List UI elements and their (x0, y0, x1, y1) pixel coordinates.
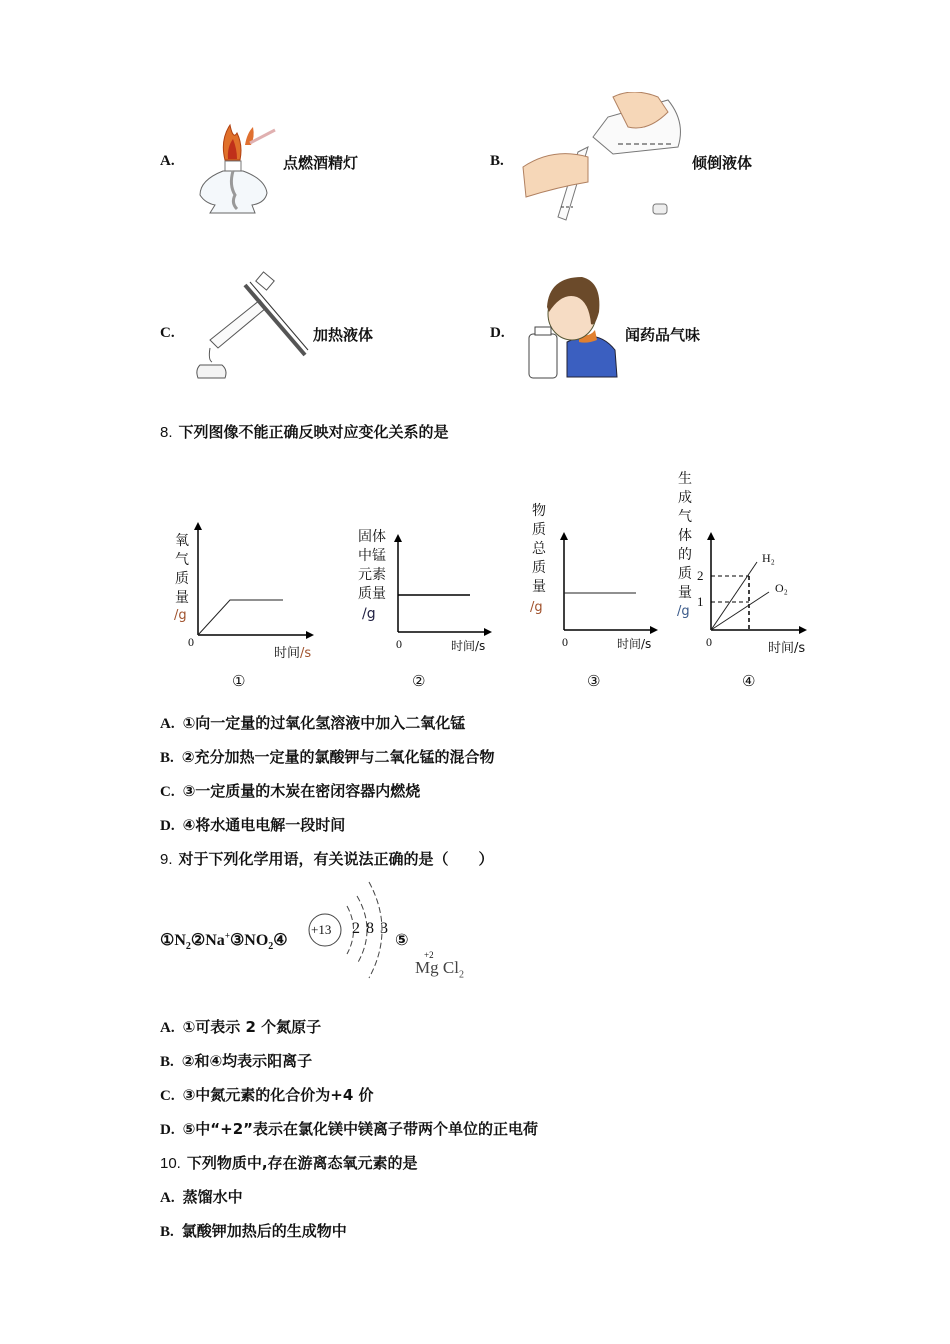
option-caption: 闻药品气味 (625, 326, 701, 344)
y-axis-unit: /g (174, 608, 187, 623)
graph-number: ③ (587, 672, 601, 690)
y-axis-unit: /g (677, 604, 690, 619)
x-axis-label: 时间/s (768, 641, 806, 656)
origin-label: 0 (396, 637, 402, 651)
origin-label: 0 (188, 635, 194, 649)
y-axis-label: 氧气质量 (175, 533, 189, 606)
origin-label: 0 (706, 635, 712, 649)
option-label: B. (490, 153, 504, 169)
question-text: 下列物质中,存在游离态氧元素的是 (186, 1154, 418, 1172)
y-axis-unit: /g (530, 600, 543, 615)
symbol-1: $①N_2②Na^+③NO_2④$ (160, 930, 288, 953)
mgcl2-formula: Mg $Cl_2$ (415, 958, 464, 981)
option-label: C. (160, 325, 175, 341)
graph-2-plot (392, 530, 497, 640)
y-axis-label: 生成气体的质量 (678, 471, 692, 601)
q10-option-a: A. 蒸馏水中 (160, 1188, 243, 1206)
nucleus-charge: +13 (311, 922, 332, 937)
y-tick-1: 1 (697, 594, 704, 609)
y-axis-unit: /g (362, 606, 376, 622)
graph-number: ② (412, 672, 426, 690)
graph-number: ④ (742, 672, 756, 690)
pouring-liquid-icon (518, 92, 688, 227)
graph-3-plot (558, 530, 663, 635)
q9-option-d: D. ⑤中“+2”表示在氯化镁中镁离子带两个单位的正电荷 (160, 1120, 539, 1138)
q10-stem (160, 1152, 418, 1173)
q9-option-a: A. ①可表示 2 个氮原子 (160, 1018, 322, 1036)
q9-option-b: B. ②和④均表示阳离子 (160, 1052, 313, 1070)
origin-label: 0 (562, 635, 568, 649)
q9-stem (160, 848, 494, 869)
question-text: 对于下列化学用语，有关说法正确的是（ ） (178, 850, 494, 868)
electron-shells: 2 8 3 (352, 920, 388, 937)
y-axis-label: 物质总质量 (532, 503, 546, 595)
graph-1-plot (190, 520, 320, 645)
series-label-o2: O₂ (775, 581, 788, 595)
q8-option-d: D. ④将水通电电解一段时间 (160, 816, 346, 834)
symbol-5: ⑤ (395, 930, 409, 949)
q9-option-c: C. ③中氮元素的化合价为+4 价 (160, 1086, 374, 1104)
q8-option-b: B. ②充分加热一定量的氯酸钾与二氧化锰的混合物 (160, 748, 495, 766)
question-number: 9. (160, 851, 173, 868)
q8-option-c: C. ③一定质量的木炭在密闭容器内燃烧 (160, 782, 421, 800)
heating-test-tube-icon (190, 270, 310, 385)
y-axis-label: 固体中锰元素质量 (358, 529, 386, 602)
graph-number: ① (232, 672, 246, 690)
series-label-h2: H₂ (762, 551, 775, 565)
alcohol-lamp-icon (195, 115, 280, 220)
q8-option-a: A. ①向一定量的过氧化氢溶液中加入二氧化锰 (160, 714, 466, 732)
option-label: A. (160, 153, 175, 169)
q8-stem (160, 421, 449, 442)
q10-option-b: B. 氯酸钾加热后的生成物中 (160, 1222, 347, 1240)
x-axis-label: 时间/s (274, 646, 312, 661)
graph-4-plot (705, 530, 815, 635)
option-caption: 倾倒液体 (692, 154, 753, 172)
y-tick-2: 2 (697, 568, 704, 583)
x-axis-label: 时间/s (617, 637, 652, 651)
option-label: D. (490, 325, 505, 341)
option-caption: 点燃酒精灯 (283, 154, 359, 172)
boy-smelling-icon (527, 272, 619, 380)
valence-mark: +2 (424, 950, 434, 960)
question-number: 8. (160, 424, 173, 441)
question-text: 下列图像不能正确反映对应变化关系的是 (178, 423, 449, 441)
question-number: 10. (160, 1155, 181, 1172)
x-axis-label: 时间/s (451, 639, 486, 653)
option-caption: 加热液体 (313, 326, 374, 344)
